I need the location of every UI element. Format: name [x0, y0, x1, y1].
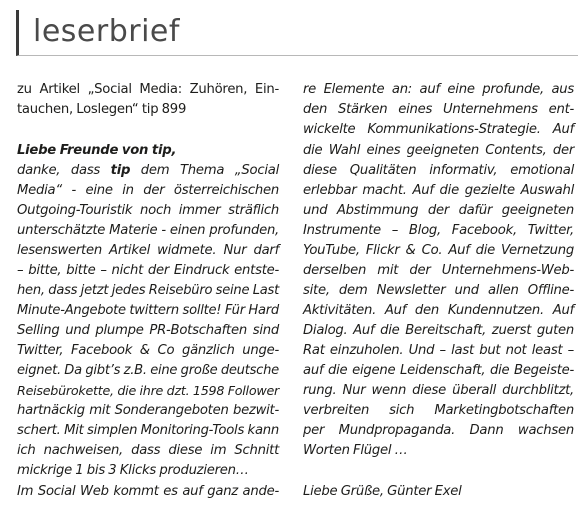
section-title: leserbrief	[33, 14, 180, 49]
letter-signature: Liebe Grüße, Günter Exel	[303, 484, 462, 499]
letter-line: re Elemente an: auf eine profunde, aus	[303, 82, 574, 97]
letter-line: Outgoing-Touristik noch immer sträflich	[17, 203, 279, 218]
letter-line: schert. Mit simplen Monitoring-Tools kann	[17, 423, 279, 438]
letter-line: – bitte, bitte – nicht der Eindruck entste-	[17, 263, 279, 278]
article-reference-line: zu Artikel „Social Media: Zuhören, Ein-	[17, 82, 279, 97]
letter-line: Selling und plumpe PR-Botschaften sind	[17, 323, 279, 338]
letter-line: auf die eigene Leidenschaft, die Begeiste-	[303, 363, 574, 378]
letter-line: Instrumente – Blog, Facebook, Twitter,	[303, 223, 574, 238]
letter-line: derselben mit der Unternehmens-Web-	[303, 263, 574, 278]
letter-line: Worten Flügel …	[303, 443, 408, 458]
letter-line: Rat einzuholen. Und – last but not least –	[303, 343, 574, 358]
letter-line: Twitter, Facebook & Co gänzlich unge-	[17, 343, 279, 358]
letter-line: YouTube, Flickr & Co. Auf die Vernetzung	[303, 243, 574, 258]
letter-line: verbreiten sich Marketingbotschaften	[303, 403, 574, 418]
letter-line: rung. Nur wenn diese überall durchblitzt,	[303, 383, 574, 398]
letter-line: hen, dass jetzt jedes Reisebüro seine Last	[17, 283, 279, 298]
letter-text: dem Thema „Social	[130, 163, 279, 178]
letter-line: lesenswerten Artikel widmete. Nur darf	[17, 243, 279, 258]
section-header	[16, 10, 578, 56]
letter-line: die Wahl eines geeigneten Contents, der	[303, 143, 574, 158]
letter-line: erlebbar macht. Auf die gezielte Auswahl	[303, 183, 574, 198]
letter-line: ich nachweisen, dass diese im Schnitt	[17, 443, 279, 458]
letter-line: Reisebürokette, die ihre dzt. 1598 Follower	[17, 383, 279, 398]
letter-line: Im Social Web kommt es auf ganz ande-	[17, 484, 279, 499]
letter-line: per Mundpropaganda. Dann wachsen	[303, 423, 574, 438]
letter-line	[17, 161, 279, 181]
letter-line: wickelte Kommunikations-Strategie. Auf	[303, 122, 574, 137]
letter-line: diese Qualitäten informativ, emotional	[303, 163, 574, 178]
letter-line: eignet. Da gibt’s z.B. eine große deutsche	[17, 363, 279, 378]
letter-line: Aktivitäten. Auf den Kundennutzen. Auf	[303, 303, 574, 318]
letter-line: Media“ - eine in der österreichischen	[17, 183, 279, 198]
letter-line: und Abstimmung der dafür geeigneten	[303, 203, 574, 218]
letter-line: mickrige 1 bis 3 Klicks produzieren…	[17, 463, 249, 478]
letter-line: Minute-Angebote twittern sollte! Für Hard	[17, 303, 279, 318]
letter-line: unterschätzte Materie - einen profunden,	[17, 223, 279, 238]
letter-line: site, dem Newsletter und allen Offline-	[303, 283, 574, 298]
magazine-name: tip	[110, 163, 131, 178]
letter-greeting: Liebe Freunde von tip,	[17, 143, 177, 158]
letter-line: hartnäckig mit Sonderangeboten bezwit-	[17, 403, 279, 418]
letter-line: den Stärken eines Unternehmens ent-	[303, 102, 574, 117]
letter-line: Dialog. Auf die Bereitschaft, zuerst guten	[303, 323, 574, 338]
article-reference-line: tauchen, Loslegen“ tip 899	[17, 102, 187, 117]
letter-text: danke, dass	[17, 163, 111, 178]
